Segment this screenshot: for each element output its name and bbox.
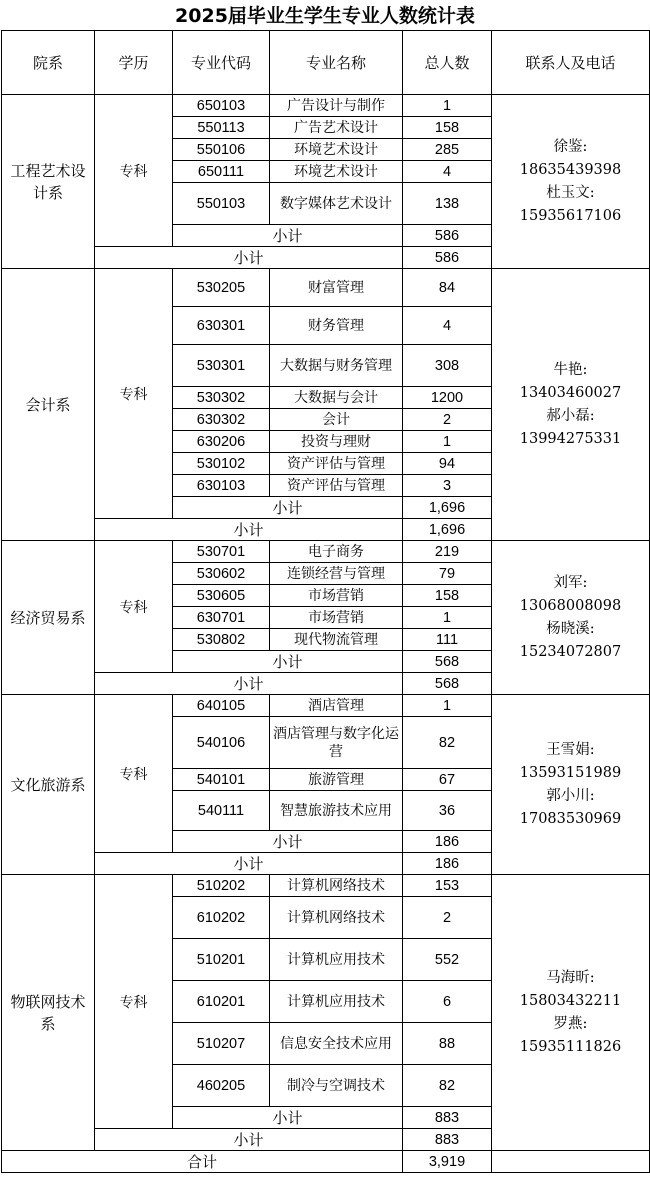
major-name: 财富管理	[270, 269, 403, 307]
level: 专科	[95, 541, 173, 673]
major-count: 82	[403, 1065, 492, 1107]
major-name: 信息安全技术应用	[270, 1023, 403, 1065]
contact-name: 牛艳:	[553, 361, 588, 378]
subtotal-label: 小计	[173, 831, 403, 853]
table-row	[2, 95, 650, 117]
header-count: 总人数	[403, 31, 492, 95]
major-code: 530102	[173, 453, 270, 475]
contact-name: 罗燕:	[553, 1015, 588, 1032]
contact-name: 杨晓溪:	[546, 620, 595, 637]
major-code: 510202	[173, 875, 270, 897]
major-count: 2	[403, 897, 492, 939]
level: 专科	[95, 269, 173, 519]
header-row	[2, 31, 650, 95]
major-code: 510207	[173, 1023, 270, 1065]
contact-phone: 17083530969	[519, 810, 622, 827]
major-code: 650103	[173, 95, 270, 117]
contact-cell	[492, 269, 650, 541]
contact-phone: 13068008098	[519, 597, 622, 614]
major-count: 6	[403, 981, 492, 1023]
major-count: 158	[403, 585, 492, 607]
major-name: 大数据与财务管理	[270, 345, 403, 387]
major-name: 酒店管理与数字化运营	[270, 717, 403, 769]
major-code: 630301	[173, 307, 270, 345]
major-name: 数字媒体艺术设计	[270, 183, 403, 225]
header-major: 专业名称	[270, 31, 403, 95]
dept-name: 经济贸易系	[2, 541, 95, 695]
major-count: 1200	[403, 387, 492, 409]
major-code: 550113	[173, 117, 270, 139]
major-code: 630206	[173, 431, 270, 453]
major-count: 4	[403, 307, 492, 345]
subtotal-value: 883	[403, 1107, 492, 1129]
dept-total-label: 小计	[95, 1129, 403, 1151]
major-name: 旅游管理	[270, 769, 403, 791]
subtotal-value: 186	[403, 831, 492, 853]
major-code: 630302	[173, 409, 270, 431]
major-count: 1	[403, 695, 492, 717]
major-count: 4	[403, 161, 492, 183]
dept-name: 文化旅游系	[2, 695, 95, 875]
major-name: 市场营销	[270, 607, 403, 629]
dept-name: 工程艺术设计系	[2, 95, 95, 269]
major-code: 540106	[173, 717, 270, 769]
major-name: 计算机应用技术	[270, 939, 403, 981]
contact-name: 郝小磊:	[546, 407, 595, 424]
header-code: 专业代码	[173, 31, 270, 95]
dept-name: 会计系	[2, 269, 95, 541]
major-count: 84	[403, 269, 492, 307]
contact-phone: 13593151989	[519, 764, 622, 781]
major-count: 94	[403, 453, 492, 475]
major-code: 640105	[173, 695, 270, 717]
major-count: 158	[403, 117, 492, 139]
contact-cell	[492, 95, 650, 269]
contact-phone: 15935617106	[519, 207, 622, 224]
major-code: 610201	[173, 981, 270, 1023]
contact-name: 杜玉文:	[546, 184, 595, 201]
major-count: 153	[403, 875, 492, 897]
major-count: 1	[403, 95, 492, 117]
enrollment-table	[1, 30, 650, 1173]
dept-total-value: 568	[403, 673, 492, 695]
major-name: 广告艺术设计	[270, 117, 403, 139]
dept-total-label: 小计	[95, 673, 403, 695]
subtotal-value: 586	[403, 225, 492, 247]
major-count: 219	[403, 541, 492, 563]
major-name: 环境艺术设计	[270, 161, 403, 183]
major-name: 计算机应用技术	[270, 981, 403, 1023]
dept-total-label: 小计	[95, 853, 403, 875]
major-count: 552	[403, 939, 492, 981]
contact-name: 徐鉴:	[553, 138, 588, 155]
contact-cell	[492, 875, 650, 1151]
major-count: 1	[403, 431, 492, 453]
major-code: 530602	[173, 563, 270, 585]
table-row	[2, 695, 650, 717]
contact-name: 郭小川:	[546, 787, 595, 804]
grand-total-blank	[492, 1151, 650, 1173]
major-code: 540111	[173, 791, 270, 831]
major-name: 大数据与会计	[270, 387, 403, 409]
contact-phone: 15234072807	[519, 643, 622, 660]
subtotal-label: 小计	[173, 1107, 403, 1129]
major-count: 36	[403, 791, 492, 831]
contact-name: 马海昕:	[546, 969, 595, 986]
major-code: 530302	[173, 387, 270, 409]
major-name: 环境艺术设计	[270, 139, 403, 161]
level: 专科	[95, 695, 173, 853]
major-count: 138	[403, 183, 492, 225]
major-count: 285	[403, 139, 492, 161]
contact-phone: 18635439398	[519, 161, 622, 178]
dept-total-label: 小计	[95, 519, 403, 541]
subtotal-label: 小计	[173, 497, 403, 519]
subtotal-label: 小计	[173, 225, 403, 247]
major-count: 2	[403, 409, 492, 431]
contact-phone: 13403460027	[519, 384, 622, 401]
level: 专科	[95, 95, 173, 247]
major-code: 530802	[173, 629, 270, 651]
major-code: 650111	[173, 161, 270, 183]
major-name: 连锁经营与管理	[270, 563, 403, 585]
major-name: 计算机网络技术	[270, 875, 403, 897]
header-contact: 联系人及电话	[492, 31, 650, 95]
major-code: 610202	[173, 897, 270, 939]
major-name: 酒店管理	[270, 695, 403, 717]
dept-total-value: 1,696	[403, 519, 492, 541]
major-name: 制冷与空调技术	[270, 1065, 403, 1107]
major-code: 550106	[173, 139, 270, 161]
major-code: 530205	[173, 269, 270, 307]
major-code: 530701	[173, 541, 270, 563]
dept-total-value: 586	[403, 247, 492, 269]
header-level: 学历	[95, 31, 173, 95]
contact-phone: 15935111826	[519, 1038, 622, 1055]
major-code: 510201	[173, 939, 270, 981]
subtotal-value: 568	[403, 651, 492, 673]
major-code: 460205	[173, 1065, 270, 1107]
grand-total-label: 合计	[2, 1151, 403, 1173]
major-name: 财务管理	[270, 307, 403, 345]
major-code: 540101	[173, 769, 270, 791]
contact-phone: 15803432211	[519, 992, 622, 1009]
major-name: 会计	[270, 409, 403, 431]
major-name: 现代物流管理	[270, 629, 403, 651]
major-name: 资产评估与管理	[270, 475, 403, 497]
major-code: 530605	[173, 585, 270, 607]
major-code: 530301	[173, 345, 270, 387]
page-title: 2025届毕业生学生专业人数统计表	[175, 5, 475, 27]
table-row	[2, 875, 650, 897]
dept-name: 物联网技术系	[2, 875, 95, 1151]
major-name: 智慧旅游技术应用	[270, 791, 403, 831]
major-count: 111	[403, 629, 492, 651]
major-count: 79	[403, 563, 492, 585]
grand-total-value: 3,919	[403, 1151, 492, 1173]
dept-total-value: 186	[403, 853, 492, 875]
contact-phone: 13994275331	[519, 430, 622, 447]
subtotal-label: 小计	[173, 651, 403, 673]
major-count: 3	[403, 475, 492, 497]
major-count: 88	[403, 1023, 492, 1065]
major-count: 308	[403, 345, 492, 387]
table-row	[2, 269, 650, 307]
major-count: 67	[403, 769, 492, 791]
grand-total-row	[2, 1151, 650, 1173]
dept-total-label: 小计	[95, 247, 403, 269]
contact-cell	[492, 695, 650, 875]
major-name: 资产评估与管理	[270, 453, 403, 475]
major-name: 计算机网络技术	[270, 897, 403, 939]
major-code: 630103	[173, 475, 270, 497]
dept-total-value: 883	[403, 1129, 492, 1151]
contact-name: 刘军:	[553, 574, 588, 591]
major-name: 电子商务	[270, 541, 403, 563]
major-count: 82	[403, 717, 492, 769]
header-dept: 院系	[2, 31, 95, 95]
major-count: 1	[403, 607, 492, 629]
major-code: 630701	[173, 607, 270, 629]
table-row	[2, 541, 650, 563]
level: 专科	[95, 875, 173, 1129]
contact-name: 王雪娟:	[546, 741, 595, 758]
major-code: 550103	[173, 183, 270, 225]
subtotal-value: 1,696	[403, 497, 492, 519]
major-name: 广告设计与制作	[270, 95, 403, 117]
major-name: 市场营销	[270, 585, 403, 607]
contact-cell	[492, 541, 650, 695]
major-name: 投资与理财	[270, 431, 403, 453]
